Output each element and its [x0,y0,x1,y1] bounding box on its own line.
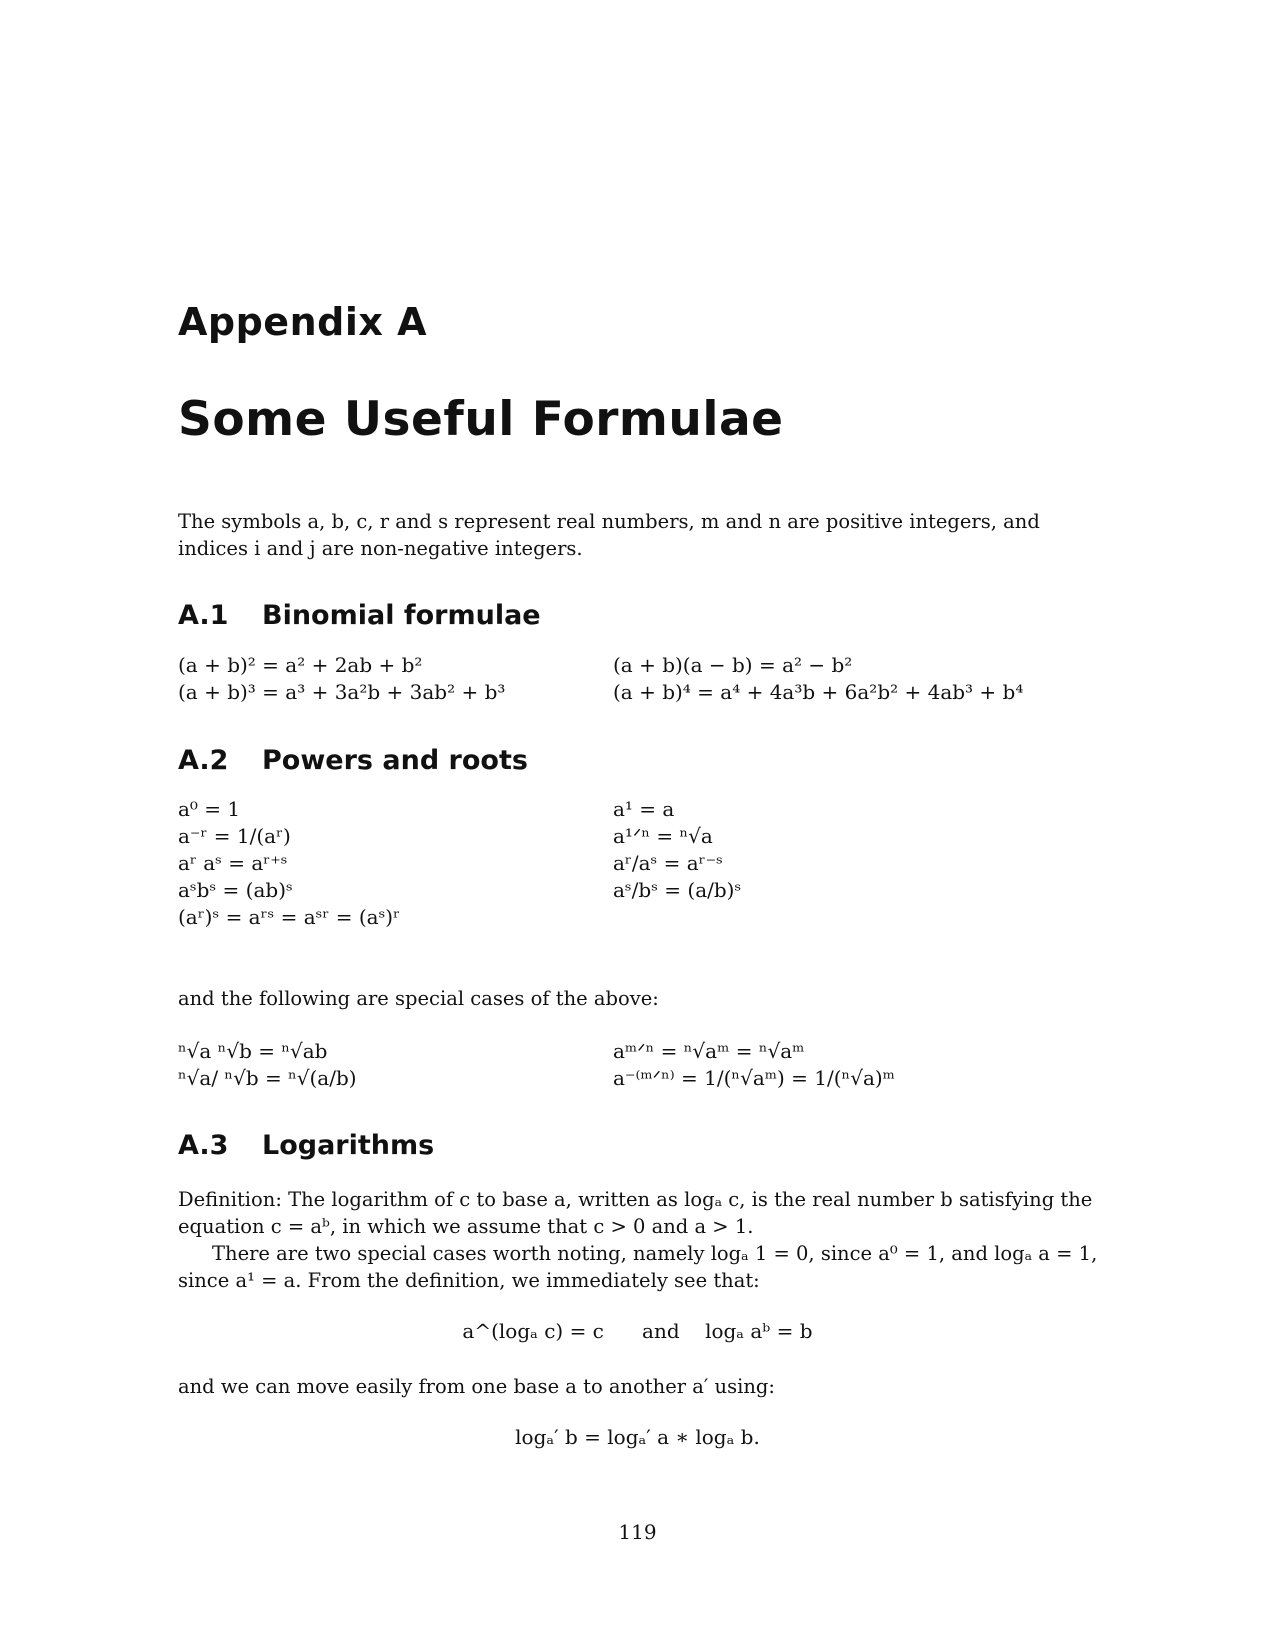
formula-line: aˢbˢ = (ab)ˢ [178,878,293,902]
formula-line: ⁿ√a ⁿ√b = ⁿ√ab [178,1039,328,1063]
change-of-base-intro: and we can move easily from one base a to another a′ using: [178,1375,775,1398]
formula-line: (aʳ)ˢ = aʳˢ = aˢʳ = (aˢ)ʳ [178,905,401,929]
formula-line: (a + b)⁴ = a⁴ + 4a³b + 6a²b² + 4ab³ + b⁴ [613,680,1024,704]
powers-right-column [613,796,741,904]
formula-line: (a + b)² = a² + 2ab + b² [178,653,423,677]
chapter-label: Appendix A [178,300,428,344]
formula-line: (a + b)³ = a³ + 3a²b + 3ab² + b³ [178,680,506,704]
section-title: Powers and roots [262,745,528,776]
powers-left-column [178,796,400,931]
logarithm-special-cases: There are two special cases worth noting, namely logₐ 1 = 0, since a⁰ = 1, and logₐ a = 1, since a¹ = a. From the definition, we immediately see that: [178,1242,1098,1292]
logarithm-definition: Definition: The logarithm of c to base a, written as logₐ c, is the real number b satisfying the equation c = aᵇ, in which we assume that c > 0 and a > 1. [178,1188,1093,1238]
section-number: A.2 [178,745,229,776]
intro-paragraph: The symbols a, b, c, r and s represent real numbers, m and n are positive integers, and indices i and j are non-negative integers. [178,510,1040,560]
page-number: 119 [618,1520,657,1544]
section-heading-a1 [178,600,541,631]
formula-line: (a + b)(a − b) = a² − b² [613,653,853,677]
formula-line: aʳ/aˢ = aʳ⁻ˢ [613,851,723,875]
section-title: Logarithms [262,1130,435,1161]
formula-line: aᵐᐟⁿ = ⁿ√aᵐ = ⁿ√aᵐ [613,1039,805,1063]
section-number: A.3 [178,1130,229,1161]
formula-line: a¹ᐟⁿ = ⁿ√a [613,824,713,848]
change-of-base-formula: logₐ′ b = logₐ′ a ∗ logₐ b. [515,1425,760,1449]
special-cases-right-column [613,1038,895,1092]
formula-line: a⁻ʳ = 1/(aʳ) [178,824,291,848]
section-number: A.1 [178,600,229,631]
formula-line: ⁿ√a/ ⁿ√b = ⁿ√(a/b) [178,1066,357,1090]
formula-line: aʳ aˢ = aʳ⁺ˢ [178,851,288,875]
special-cases-left-column [178,1038,357,1092]
formula-line: aˢ/bˢ = (a/b)ˢ [613,878,742,902]
section-heading-a2 [178,745,528,776]
formula-line: a⁰ = 1 [178,797,241,821]
formula-line: a¹ = a [613,797,675,821]
section-title: Binomial formulae [262,600,541,631]
section-heading-a3 [178,1130,434,1161]
chapter-title: Some Useful Formulae [178,392,784,447]
logarithm-identity: a^(logₐ c) = c and logₐ aᵇ = b [462,1319,813,1343]
binomial-left-column [178,652,505,706]
binomial-right-column [613,652,1023,706]
special-cases-intro: and the following are special cases of the above: [178,987,659,1010]
formula-line: a⁻⁽ᵐᐟⁿ⁾ = 1/(ⁿ√aᵐ) = 1/(ⁿ√a)ᵐ [613,1066,895,1090]
